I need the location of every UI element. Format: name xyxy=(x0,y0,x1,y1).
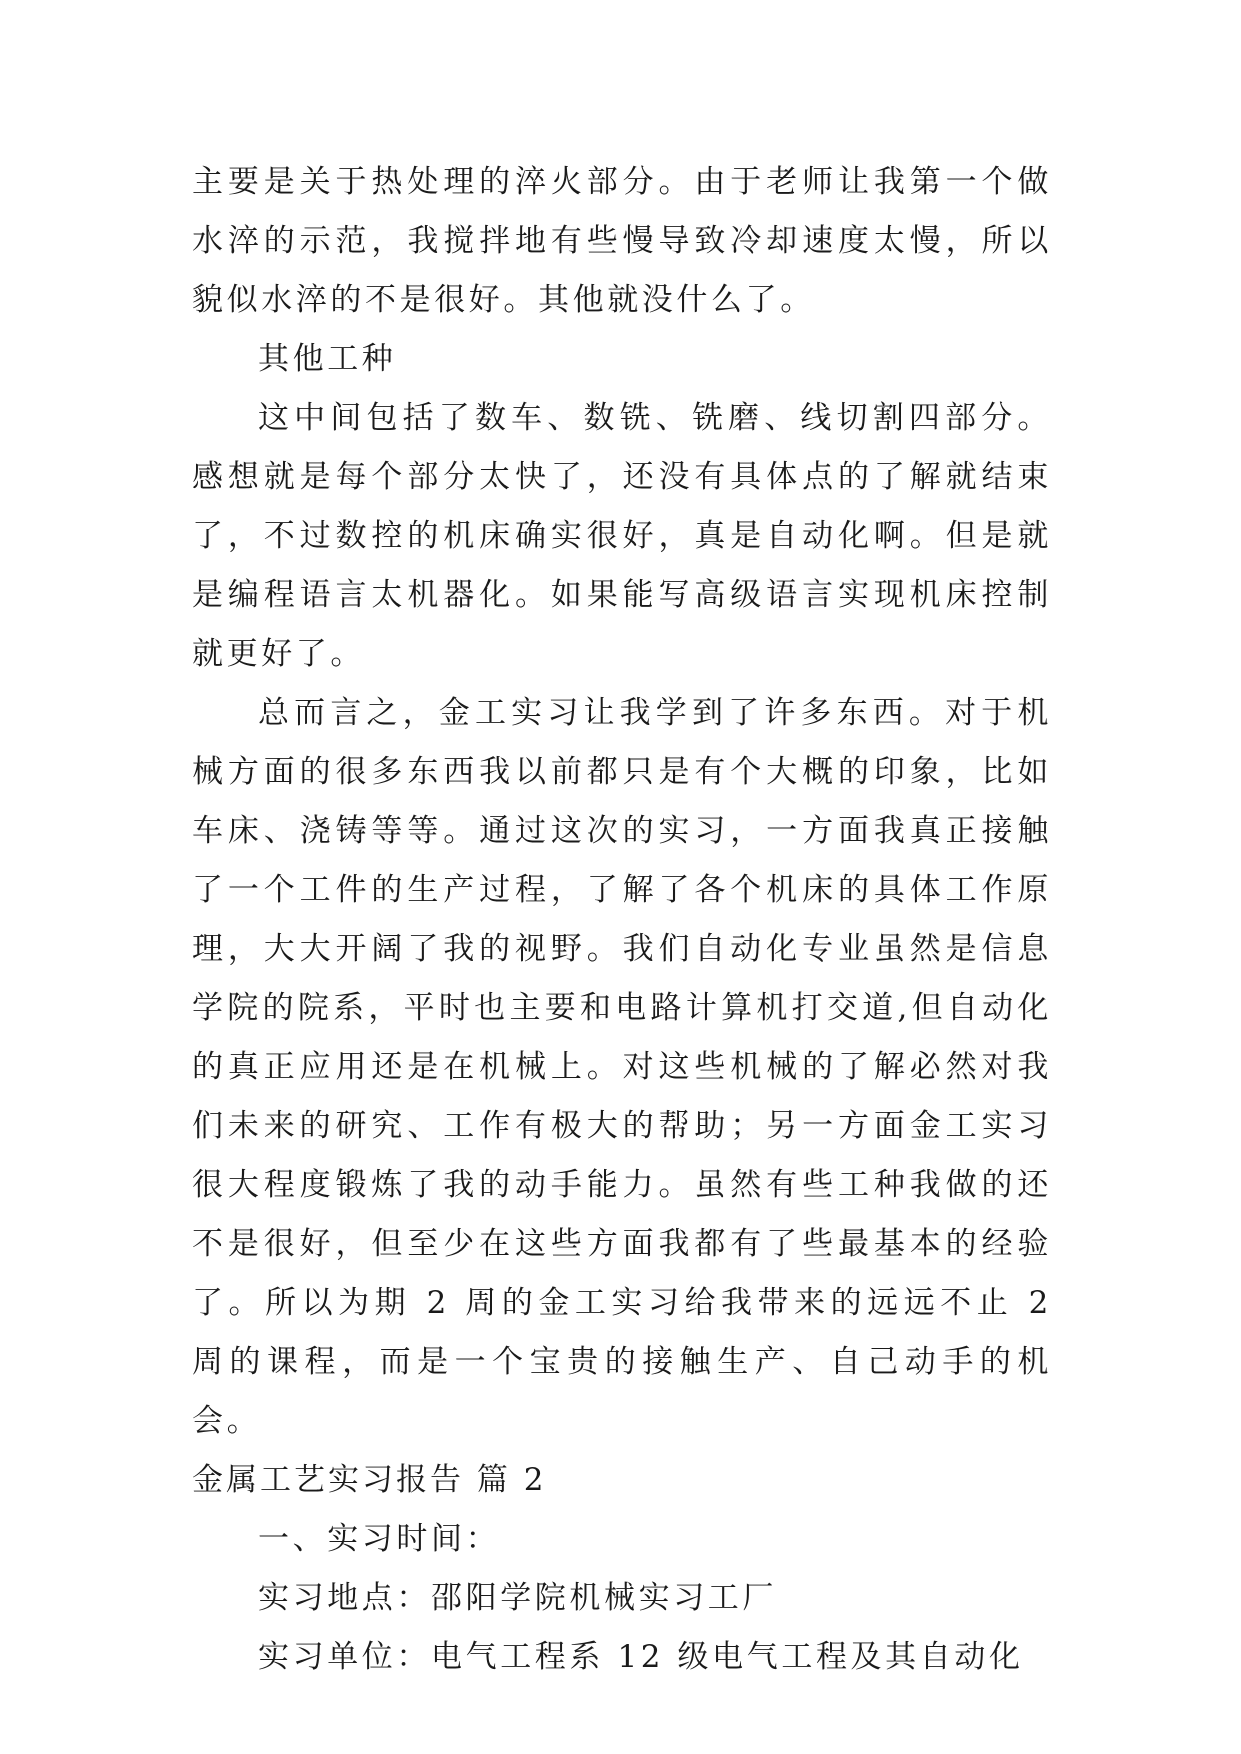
paragraph-quenching: 主要是关于热处理的淬火部分。由于老师让我第一个做水淬的示范，我搅拌地有些慢导致冷却速度太慢，所以貌似水淬的不是很好。其他就没什么了。 xyxy=(192,164,1052,318)
paragraph-cnc: 这中间包括了数车、数铣、铣磨、线切割四部分。感想就是每个部分太快了，还没有具体点的了解就结束了，不过数控的机床确实很好，真是自动化啊。但是就是编程语言太机器化。如果能写高级语言实现机床控制就更好了。 xyxy=(192,400,1052,672)
document-body xyxy=(192,153,1052,1687)
paragraph-internship-location: 实习地点：邵阳学院机械实习工厂 xyxy=(258,1580,777,1616)
section-heading-report-2: 金属工艺实习报告 篇 2 xyxy=(192,1462,547,1498)
paragraph-other-trades-title: 其他工种 xyxy=(258,341,397,377)
paragraph-summary: 总而言之，金工实习让我学到了许多东西。对于机械方面的很多东西我以前都只是有个大概的印象，比如车床、浇铸等等。通过这次的实习，一方面我真正接触了一个工件的生产过程，了解了各个机床的具体工作原理，大大开阔了我的视野。我们自动化专业虽然是信息学院的院系，平时也主要和电路计算机打交道,但自动化的真正应用还是在机械上。对这些机械的了解必然对我们未来的研究、工作有极大的帮助；另一方面金工实习很大程度锻炼了我的动手能力。虽然有些工种我做的还不是很好，但至少在这些方面我都有了些最基本的经验了。所以为期 2 周的金工实习给我带来的远远不止 2 周的课程，而是一个宝贵的接触生产、自己动手的机会。 xyxy=(192,695,1052,1439)
paragraph-internship-time: 一、实习时间： xyxy=(258,1521,501,1557)
paragraph-internship-unit: 实习单位：电气工程系 12 级电气工程及其自动化 xyxy=(258,1639,1024,1675)
